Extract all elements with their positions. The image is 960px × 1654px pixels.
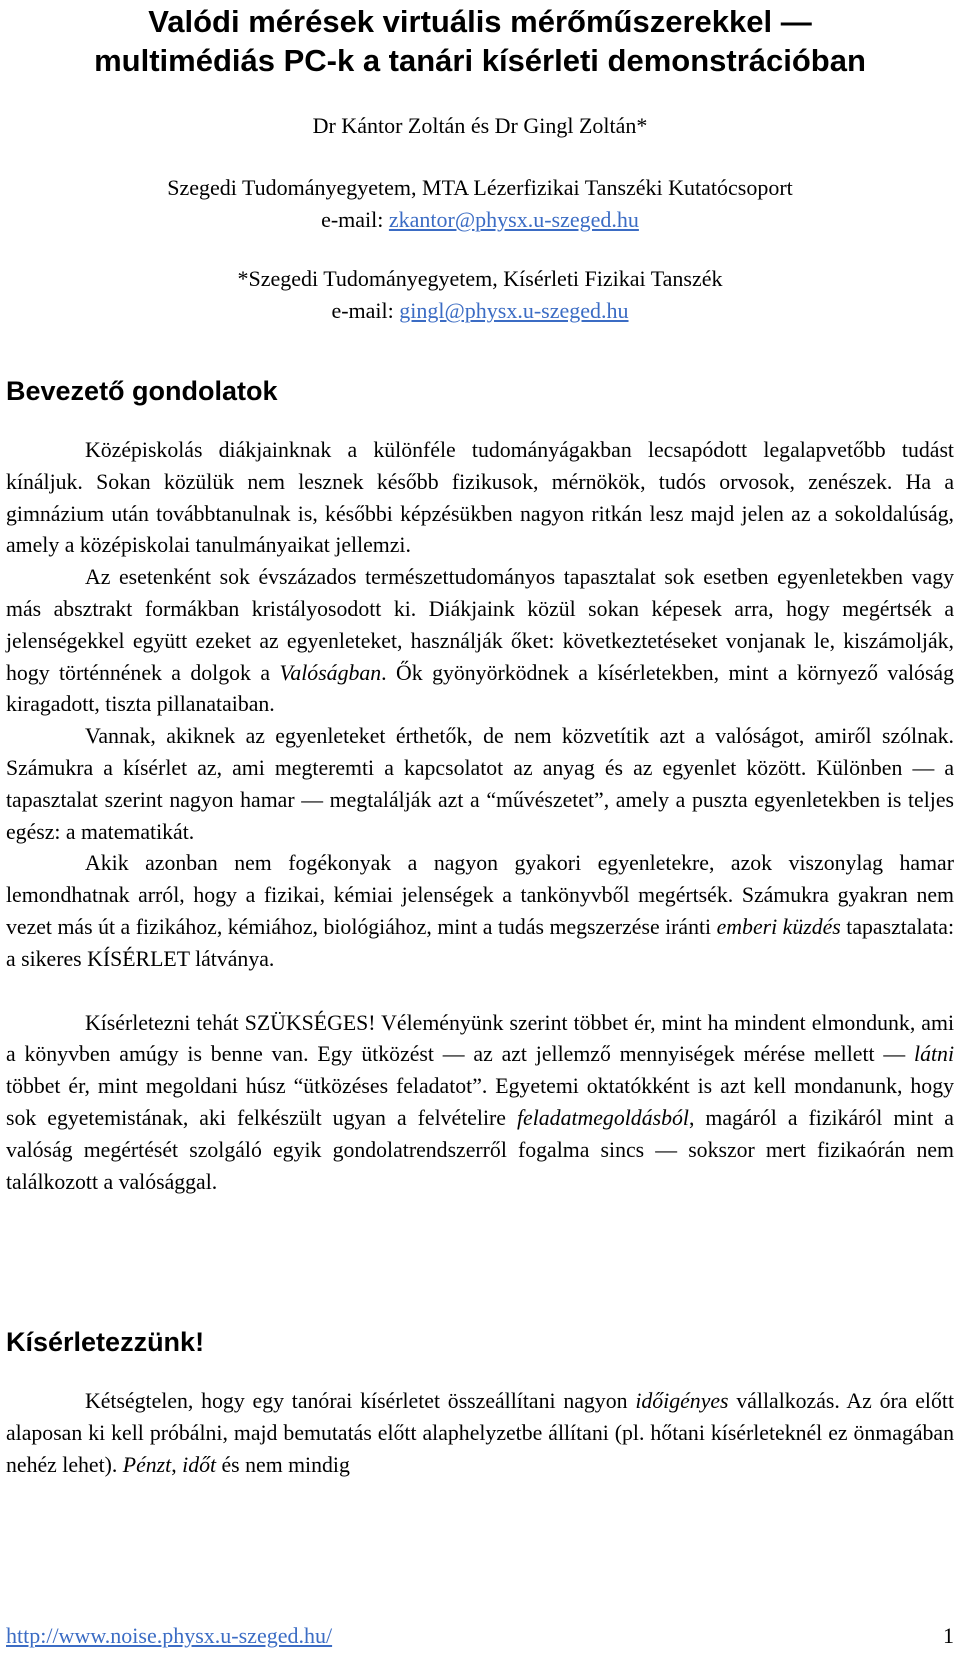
- authors-block: [0, 110, 960, 142]
- affiliation-1-name: Szegedi Tudományegyetem, MTA Lézerfizikai Tanszéki Kutatócsoport: [167, 175, 793, 200]
- section-introduction-body: [6, 435, 954, 1198]
- page-footer: [6, 1622, 954, 1650]
- text-run: tapasztalata: a sikeres KÍSÉRLET látványa.: [6, 914, 954, 971]
- affiliation-1-email-line: [0, 204, 960, 236]
- text-run: Kétségtelen, hogy egy tanórai kísérletet összeállítani nagyon: [85, 1389, 636, 1413]
- text-run: többet ér, mint megoldani húsz “ütközéses feladatot”. Egyetemi oktatókként is azt kell mondanunk, hogy sok egyetemistának, aki felkészült ugyan a felvételire: [6, 1074, 954, 1130]
- text-run: és nem mindig: [216, 1452, 350, 1477]
- italic-text: időigényes: [635, 1389, 729, 1413]
- paragraph: [6, 848, 954, 975]
- authors: Dr Kántor Zoltán és Dr Gingl Zoltán*: [312, 113, 648, 138]
- title-line-2: multimédiás PC-k a tanári kísérleti demonstrációban: [94, 43, 866, 78]
- italic-text: Valóságban: [279, 660, 382, 685]
- affiliation-1: [0, 172, 960, 236]
- italic-text: látni: [914, 1042, 954, 1067]
- text-run: vállalkozás. Az óra előtt alaposan ki kell próbálni, majd bemutatás előtt alaphelyzetbe állítani (pl. hőtani kísérleteknél ez önmagában nehéz lehet).: [6, 1389, 955, 1477]
- affiliation-2-name: *Szegedi Tudományegyetem, Kísérleti Fizikai Tanszék: [237, 266, 723, 291]
- affiliation-2-email-line: [0, 295, 960, 327]
- italic-text: Pénzt: [122, 1452, 172, 1477]
- italic-text: feladatmegoldásból: [516, 1105, 689, 1130]
- title-line-1: Valódi mérések virtuális mérőműszerekkel —: [148, 4, 812, 39]
- footer-url-link[interactable]: http://www.noise.physx.u-szeged.hu/: [6, 1623, 333, 1648]
- paragraph: [6, 1386, 954, 1481]
- text-run: Kísérletezni tehát SZÜKSÉGES! Véleményünk szerint többet ér, mint ha mindent elmondunk, ami a könyvben amúgy is benne van. Egy ütközést — az azt jellemző mennyiségek mérése mellett —: [6, 1010, 954, 1067]
- email-label: e-mail:: [331, 298, 400, 323]
- italic-text: időt: [182, 1452, 217, 1477]
- section-experiments-body: [6, 1386, 954, 1481]
- text-run: Az esetenként sok évszázados természettudományos tapasztalat sok esetben egyenletekben vagy más absztrakt formákban kristályosodott ki. Diákjaink közül sokan képesek arra, hogy megértsék a jelenségekkel együtt ezeket az egyenleteket, használják őket: következtetéseket vonjanak le, kiszámolják, hogy történnének a dolgok a: [6, 565, 954, 685]
- text-run: ,: [171, 1452, 183, 1477]
- paragraph: Vannak, akiknek az egyenleteket érthetők, de nem közvetítik azt a valóságot, amiről szólnak. Számukra a kísérlet az, ami megteremti a kapcsolatot az anyag és az egyenlet között. Különben — a tapasztalat szerint nagyon hamar — megtalálják azt a “művészetet”, amely a puszta egyenletekben is teljes egész: a matematikát.: [6, 724, 954, 844]
- email-link-gingl[interactable]: gingl@physx.u-szeged.hu: [399, 298, 629, 323]
- italic-text: emberi küzdés: [716, 914, 841, 939]
- paragraph: [6, 1008, 954, 1199]
- section-heading-experiments: Kísérletezzünk!: [6, 1327, 205, 1357]
- paragraph: Középiskolás diákjainknak a különféle tudományágakban lecsapódott legalapvetőbb tudást kínáljuk. Sokan közülük nem lesznek később fizikusok, mérnökök, tudós orvosok, zenészek. Ha a gimnázium után továbbtanulnak is, későbbi képzésükben nagyon ritkán lesz majd jelen az a sokoldalúság, amely a középiskolai tanulmányaikat jellemzi.: [6, 438, 954, 558]
- text-run: Akik azonban nem fogékonyak a nagyon gyakori egyenletekre, azok viszonylag hamar lemondhatnak arról, hogy a fizikai, kémiai jelenségek a tankönyvből megértsék. Számukra gyakran nem vezet más út a fizikához, kémiához, biológiához, mint a tudás megszerzése iránti: [6, 851, 954, 939]
- paragraph: [6, 562, 954, 721]
- text-run: . Ők gyönyörködnek a kísérletekben, mint a környező valóság kiragadott, tiszta pillanataiban.: [6, 660, 954, 717]
- email-link-zkantor[interactable]: zkantor@physx.u-szeged.hu: [388, 207, 639, 232]
- affiliation-2: [0, 263, 960, 327]
- section-heading-introduction: Bevezető gondolatok: [6, 376, 278, 406]
- page-number: 1: [943, 1623, 954, 1648]
- paper-title: [0, 2, 960, 80]
- email-label: e-mail:: [321, 207, 389, 232]
- text-run: , magáról a fizikáról mint a valóság megértését szolgáló egyik gondolatrendszerről fogalma sincs — sokszor mert fizikaórán nem találkozott a valósággal.: [6, 1105, 954, 1194]
